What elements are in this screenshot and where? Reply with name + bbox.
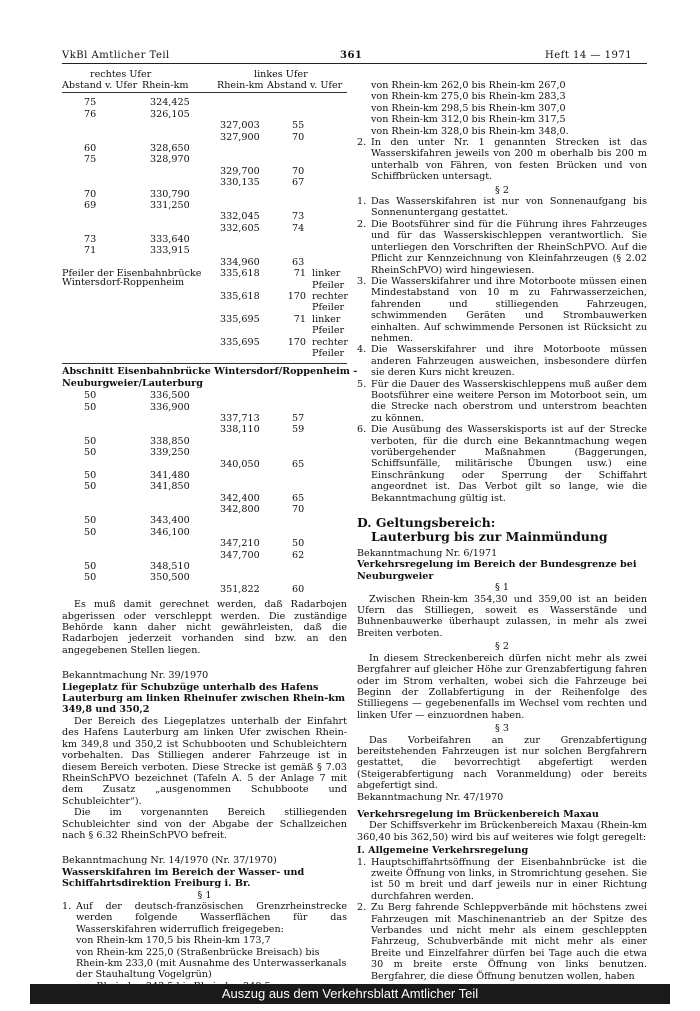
cell-abstand-left: 50	[84, 469, 97, 481]
cell-abstand-left: 50	[84, 435, 97, 447]
cell-abstand-left: 50	[84, 561, 97, 573]
cell-abstand-left: 50	[84, 390, 97, 402]
list-item	[357, 379, 647, 425]
cell-note: Pfeiler	[312, 325, 345, 337]
table-row	[62, 561, 347, 572]
bridge-table-row	[62, 325, 347, 336]
cell-rkm-left: 338,850	[150, 435, 190, 447]
abschnitt-table	[62, 390, 347, 595]
cell-note: rechter	[312, 336, 348, 348]
list-item	[357, 219, 647, 276]
table-header-2	[62, 80, 347, 93]
cell-rkm-right: 351,822	[220, 583, 260, 595]
cell-note: Pfeiler	[312, 302, 345, 314]
table-row	[62, 584, 347, 595]
cell-abstand-right: 57	[292, 412, 305, 424]
bridge-table-row	[62, 314, 347, 325]
bek6-p1: Zwischen Rhein-km 354,30 und 359,00 ist an beiden Ufern das Stilliegen, soweit es Wasserstände und Buhnenbauwerke überhaupt zulassen, in mehr als zwei Breiten verboten.	[357, 593, 647, 639]
cell-rkm-right: 332,605	[220, 222, 260, 234]
left-column	[62, 69, 358, 992]
col-head-rkm-r: Rhein-km	[217, 80, 264, 92]
cell-rkm-left: 331,250	[150, 199, 190, 211]
table-row	[62, 572, 347, 583]
table-row	[62, 143, 347, 154]
item-num: 2.	[357, 137, 367, 149]
cell-abstand-right: 67	[292, 177, 305, 189]
list-item-number: 3.	[357, 275, 367, 287]
cell-rkm-left: 336,500	[150, 390, 190, 402]
table-body	[62, 97, 347, 268]
cell-abstand-left: 50	[84, 401, 97, 413]
range-item	[76, 947, 347, 981]
table-row	[62, 481, 347, 492]
cell-rkm-right: 335,618	[220, 291, 260, 303]
footer-banner: Auszug aus dem Verkehrsblatt Amtlicher Teil	[30, 984, 670, 1004]
cell-note: rechter	[312, 291, 348, 303]
cell-rkm-left: 348,510	[150, 561, 190, 573]
header-rule	[62, 63, 647, 64]
cell-rkm-left: 333,640	[150, 234, 190, 246]
bridge-label-2: Wintersdorf-Roppenheim	[62, 277, 185, 288]
table-row	[62, 154, 347, 165]
cell-rkm-right: 335,618	[220, 268, 260, 280]
table-row	[62, 402, 347, 413]
cell-abstand-right: 55	[292, 120, 305, 132]
list-item-number: 5.	[357, 378, 367, 390]
bek6-label: Bekanntmachung Nr. 6/1971	[357, 548, 498, 560]
list-item-text: Hauptschiffahrtsöffnung der Eisenbahnbrücke ist die zweite Öffnung von links, in Stromrichtung gesehen. Sie ist 50 m breit und darf jeweils nur in einer Richtung durchfahren werden.	[371, 856, 647, 902]
cell-abstand-right: 71	[293, 268, 306, 280]
sec2-list	[357, 196, 647, 504]
cell-abstand-right: 70	[292, 165, 305, 177]
cell-rkm-left: 350,500	[150, 572, 190, 584]
bek14-item-1-text: Auf der deutsch-französischen Grenzrheinstrecke werden folgende Wasserflächen für das Wasserskifahren widerruflich freigegeben:	[76, 900, 347, 935]
bek6-sec1: § 1	[495, 582, 509, 594]
cell-rkm-right: 347,210	[220, 538, 260, 550]
cell-rkm-left: 336,900	[150, 401, 190, 413]
col-head-linkes: linkes Ufer	[254, 69, 308, 80]
abschnitt-block	[62, 363, 358, 389]
right-column	[357, 80, 647, 982]
table-row	[62, 109, 347, 120]
cell-rkm-right: 334,960	[220, 256, 260, 268]
cell-abstand-left: 69	[84, 199, 97, 211]
issue-label: Heft 14 — 1971	[545, 50, 633, 61]
cell-abstand-left: 70	[84, 188, 97, 200]
cell-rkm-right: 340,050	[220, 458, 260, 470]
cell-rkm-right: 330,135	[220, 177, 260, 189]
range-item: von Rhein-km 312,0 bis Rhein-km 317,5	[371, 114, 566, 126]
list-item-text: Die Wasserskifahrer und ihre Motorboote müssen einen Mindestabstand von 10 m zu Fahrwasserzeichen, fahrenden und stilliegenden Fahrzeugen, schwimmenden Geräten und Strombauwerken einhalten. Auf schwimmende Personen ist Rücksicht zu nehmen.	[371, 275, 647, 344]
cell-abstand-left: 50	[84, 526, 97, 538]
cell-abstand-left: 50	[84, 572, 97, 584]
table-row	[62, 504, 347, 515]
bridge-table-row	[62, 348, 347, 359]
bek14-item-1-num: 1.	[62, 900, 72, 912]
table-row	[62, 223, 347, 234]
cell-abstand-left: 75	[84, 97, 97, 109]
table-row	[62, 234, 347, 245]
cell-rkm-left: 328,650	[150, 142, 190, 154]
bek6-sec2: § 2	[495, 641, 509, 653]
table-row	[62, 200, 347, 211]
cell-abstand-right: 65	[292, 458, 305, 470]
bek47-label: Bekanntmachung Nr. 47/1970	[357, 791, 504, 803]
cell-abstand-left: 50	[84, 515, 97, 527]
col-head-abstand-r: Abstand v. Ufer	[267, 80, 343, 92]
list-item-number: 2.	[357, 902, 367, 914]
range-item: von Rhein-km 262,0 bis Rhein-km 267,0	[371, 80, 566, 91]
cell-abstand-left: 73	[84, 234, 97, 246]
bek14-item-2	[357, 137, 647, 183]
bek6-p2: In diesem Streckenbereich dürfen nicht mehr als zwei Bergfahrer auf gleicher Höhe zur Grenzabfertigung fahren oder im Strom verhalten, wobei sich die Fahrzeuge bei Beginn der Zollabfertigung in der Reihenfolge des Stilliegens — gegebenenfalls im Wechsel vom rechten und linken Ufer — einzuordnen haben.	[357, 652, 647, 721]
range-item: von Rhein-km 275,0 bis Rhein-km 283,3	[371, 91, 566, 103]
list-item-number: 6.	[357, 424, 367, 436]
list-item-text: Zu Berg fahrende Schleppverbände mit höchstens zwei Fahrzeugen mit Maschinenantrieb an der Spitze des Verbandes und nicht mehr als einem geschleppten Fahrzeug, Schubverbände mit nicht mehr als einer Breite und Einzelfahrer dürfen bei Tage auch die etwa 30 m breite erste Öffnung von links benutzen. Bergfahrer, die diese Öffnung benutzen wollen, haben	[371, 902, 647, 982]
cell-rkm-right: 335,695	[220, 336, 260, 348]
list-item	[357, 344, 647, 378]
table-row	[62, 189, 347, 200]
d-title-2: Lauterburg bis zur Mainmündung	[371, 529, 608, 545]
cell-rkm-left: 324,425	[150, 97, 190, 109]
bridge-table-row	[62, 337, 347, 348]
list-item-text: Die Bootsführer sind für die Führung ihres Fahrzeuges und für das Wasserskischleppen verantwortlich. Sie unterliegen den Vorschriften der RheinSchPVO. Auf die Pflicht zur Kennzeichnung von Kleinfahrzeugen (§ 2.02 RheinSchPVO) wird hingewiesen.	[371, 218, 647, 276]
table-row	[62, 550, 347, 561]
cell-rkm-right: 327,003	[220, 120, 260, 132]
cell-rkm-left: 326,105	[150, 108, 190, 120]
cell-abstand-left: 50	[84, 481, 97, 493]
bek14-item-1	[62, 901, 347, 935]
table-row	[62, 390, 347, 401]
list-item	[357, 857, 647, 903]
cell-note: Pfeiler	[312, 347, 345, 359]
bek39-title: Liegeplatz für Schubzüge unterhalb des Hafens Lauterburg am linken Rheinufer zwischen Rhein-km 349,8 und 350,2	[62, 681, 346, 716]
cell-rkm-left: 333,915	[150, 245, 190, 257]
list-item	[357, 902, 647, 982]
bek6-p3: Das Vorbeifahren an zur Grenzabfertigung bereitstehenden Fahrzeugen ist nur solchen Bergfahrern gestattet, die bevorrechtigt abgefertigt werden (Steigerabfertigung nach Voranmeldung) oder bereits abgefertigt sind.	[357, 734, 647, 792]
list-item-number: 1.	[357, 856, 367, 868]
list-item	[357, 196, 647, 219]
table-row	[62, 211, 347, 222]
cell-rkm-right: 338,110	[220, 424, 260, 436]
page-number: 361	[340, 50, 363, 61]
bek39-p1: Der Bereich des Liegeplatzes unterhalb der Einfahrt des Hafens Lauterburg am linken Ufer zwischen Rhein-km 349,8 und 350,2 ist Schubbooten und Schubleichtern vorbehalten. Das Stilliegen anderer Fahrzeuge ist in diesem Bereich verboten. Diese Strecke ist gemäß § 7.03 RheinSchPVO bezeichnet (Tafeln A. 5 der Anlage 7 mit dem Zusatz „ausgenommen Schubboote und Schubleichter“).	[62, 715, 347, 807]
cell-rkm-left: 339,250	[150, 447, 190, 459]
table-header-1	[62, 69, 347, 80]
cell-abstand-right: 73	[292, 211, 305, 223]
cell-abstand-right: 71	[293, 313, 306, 325]
section-I-heading: I. Allgemeine Verkehrsregelung	[357, 845, 529, 857]
cell-abstand-left: 75	[84, 154, 97, 166]
cell-abstand-right: 70	[292, 504, 305, 516]
bek39-label: Bekanntmachung Nr. 39/1970	[62, 670, 209, 682]
cell-rkm-right: 329,700	[220, 165, 260, 177]
bek6-title: Verkehrsregelung im Bereich der Bundesgrenze bei Neuburgweier	[357, 559, 637, 582]
cell-abstand-left: 60	[84, 142, 97, 154]
list-item-number: 1.	[357, 196, 367, 208]
cell-abstand-right: 50	[292, 538, 305, 550]
table-row	[62, 436, 347, 447]
cell-rkm-left: 341,850	[150, 481, 190, 493]
cell-abstand-left: 76	[84, 108, 97, 120]
abschnitt-title-1: Abschnitt Eisenbahnbrücke Wintersdorf/Roppenheim -	[62, 366, 358, 378]
abschnitt-title-2: Neuburgweier/Lauterburg	[62, 377, 203, 389]
cell-rkm-left: 328,970	[150, 154, 190, 166]
cell-abstand-right: 59	[292, 424, 305, 436]
list-item-text: Für die Dauer des Wasserskischleppens muß außer dem Bootsführer eine weitere Person im Motorboot sein, um die Strecke nach oberstrom und unterstrom beachten zu können.	[371, 378, 647, 424]
list-item-text: Das Wasserskifahren ist nur von Sonnenaufgang bis Sonnenuntergang gestattet.	[371, 196, 647, 219]
bek14-item-2-text: In den unter Nr. 1 genannten Strecken ist das Wasserskifahren jeweils von 200 m oberhalb bis 200 m unterhalb von Fähren, von festen Brücken und von Schiffbrücken untersagt.	[371, 137, 647, 183]
bek14-label: Bekanntmachung Nr. 14/1970 (Nr. 37/1970)	[62, 855, 277, 867]
table-row	[62, 538, 347, 549]
cell-note: linker	[312, 313, 341, 325]
right-ranges	[357, 80, 647, 137]
journal-title: VkBl Amtlicher Teil	[62, 50, 170, 61]
cell-abstand-right: 170	[287, 336, 306, 348]
bridge-table-row	[62, 302, 347, 313]
table-row	[62, 470, 347, 481]
cell-abstand-left: 50	[84, 447, 97, 459]
range-item: von Rhein-km 298,5 bis Rhein-km 307,0	[371, 102, 566, 114]
list-item	[357, 276, 647, 344]
cell-rkm-right: 335,695	[220, 313, 260, 325]
list-item	[357, 424, 647, 504]
bridge-table-row	[62, 291, 347, 302]
cell-rkm-left: 346,100	[150, 526, 190, 538]
bek47-p: Der Schiffsverkehr im Brückenbereich Maxau (Rhein-km 360,40 bis 362,50) wird bis auf weiteres wie folgt geregelt:	[357, 820, 647, 843]
cell-abstand-left: 71	[84, 245, 97, 257]
table-row	[62, 447, 347, 458]
cell-note: linker	[312, 268, 341, 280]
range-item: von Rhein-km 170,5 bis Rhein-km 173,7	[76, 935, 271, 947]
list-item-number: 2.	[357, 218, 367, 230]
cell-abstand-right: 60	[292, 583, 305, 595]
sec2-heading: § 2	[495, 184, 509, 196]
cell-abstand-right: 62	[292, 549, 305, 561]
list-item-text: Die Ausübung des Wasserskisports ist auf der Strecke verboten, für die durch eine Bekanntmachung wegen vorübergehender Maßnahmen (Baggerungen, Schiffsunfälle, militärische Übungen usw.) eine Einschränkung oder Sperrung der Schiffahrt angeordnet ist. Das Verbot gilt so lange, wie die Bekanntmachung gültig ist.	[371, 424, 647, 504]
abschnitt-closing: Es muß damit gerechnet werden, daß Radarbojen abgerissen oder verschleppt werden. Die zuständige Behörde kann daher nicht gewährleisten, daß die Radarbojen jederzeit vorhanden sind bzw. an den angegebenen Stellen liegen.	[62, 599, 347, 656]
bridge-label-1: Pfeiler der Eisenbahnbrücke	[62, 268, 202, 280]
cell-abstand-right: 63	[292, 256, 305, 268]
table-row	[62, 527, 347, 538]
table-row	[62, 424, 347, 435]
cell-rkm-right: 332,045	[220, 211, 260, 223]
section-I-list	[357, 857, 647, 982]
bek6-sec3: § 3	[495, 723, 509, 735]
cell-note: Pfeiler	[312, 279, 345, 291]
cell-abstand-right: 70	[292, 131, 305, 143]
table-row	[62, 97, 347, 108]
bek14-title: Wasserskifahren im Bereich der Wasser- und Schiffahrtsdirektion Freiburg i. Br.	[62, 866, 305, 890]
table-row	[62, 120, 347, 131]
cell-abstand-right: 65	[292, 492, 305, 504]
col-head-abstand-l: Abstand v. Ufer	[62, 80, 138, 92]
table-row	[62, 257, 347, 268]
table-row	[62, 245, 347, 256]
cell-rkm-left: 341,480	[150, 469, 190, 481]
col-head-rkm-l: Rhein-km	[142, 80, 189, 92]
list-item-text: Die Wasserskifahrer und ihre Motorboote müssen anderen Fahrzeugen ausweichen, insbesondere dürfen sie deren Kurs nicht kreuzen.	[371, 344, 647, 379]
bek47-title: Verkehrsregelung im Brückenbereich Maxau	[357, 808, 599, 820]
cell-abstand-right: 74	[292, 222, 305, 234]
d-title-1: D. Geltungsbereich:	[357, 515, 496, 531]
bek39-p2: Die im vorgenannten Bereich stilliegenden Schubleichter sind von der Abgabe der Schallzeichen nach § 6.32 RheinSchPVO befreit.	[62, 807, 347, 841]
table-row	[62, 493, 347, 504]
table-row	[62, 177, 347, 188]
range-item: von Rhein-km 328,0 bis Rhein-km 348,0.	[371, 125, 569, 137]
table-row	[62, 132, 347, 143]
table-row	[62, 459, 347, 470]
d-heading	[357, 516, 647, 544]
table-row	[62, 413, 347, 424]
cell-rkm-left: 343,400	[150, 515, 190, 527]
cell-rkm-right: 342,800	[220, 504, 260, 516]
list-item-number: 4.	[357, 344, 367, 356]
col-head-rechtes: rechtes Ufer	[90, 69, 152, 80]
cell-rkm-left: 330,790	[150, 188, 190, 200]
cell-rkm-right: 342,400	[220, 492, 260, 504]
cell-rkm-right: 347,700	[220, 549, 260, 561]
range-item-text: von Rhein-km 225,0 (Straßenbrücke Breisach) bis Rhein-km 233,0 (mit Ausnahme des Unterwasserkanals der Stauhaltung Vogelgrün)	[76, 946, 347, 981]
cell-rkm-right: 327,900	[220, 131, 260, 143]
cell-abstand-right: 170	[287, 291, 306, 303]
table-row	[62, 515, 347, 526]
bek14-sec1: § 1	[197, 889, 212, 901]
table-row	[62, 166, 347, 177]
cell-rkm-right: 337,713	[220, 412, 260, 424]
